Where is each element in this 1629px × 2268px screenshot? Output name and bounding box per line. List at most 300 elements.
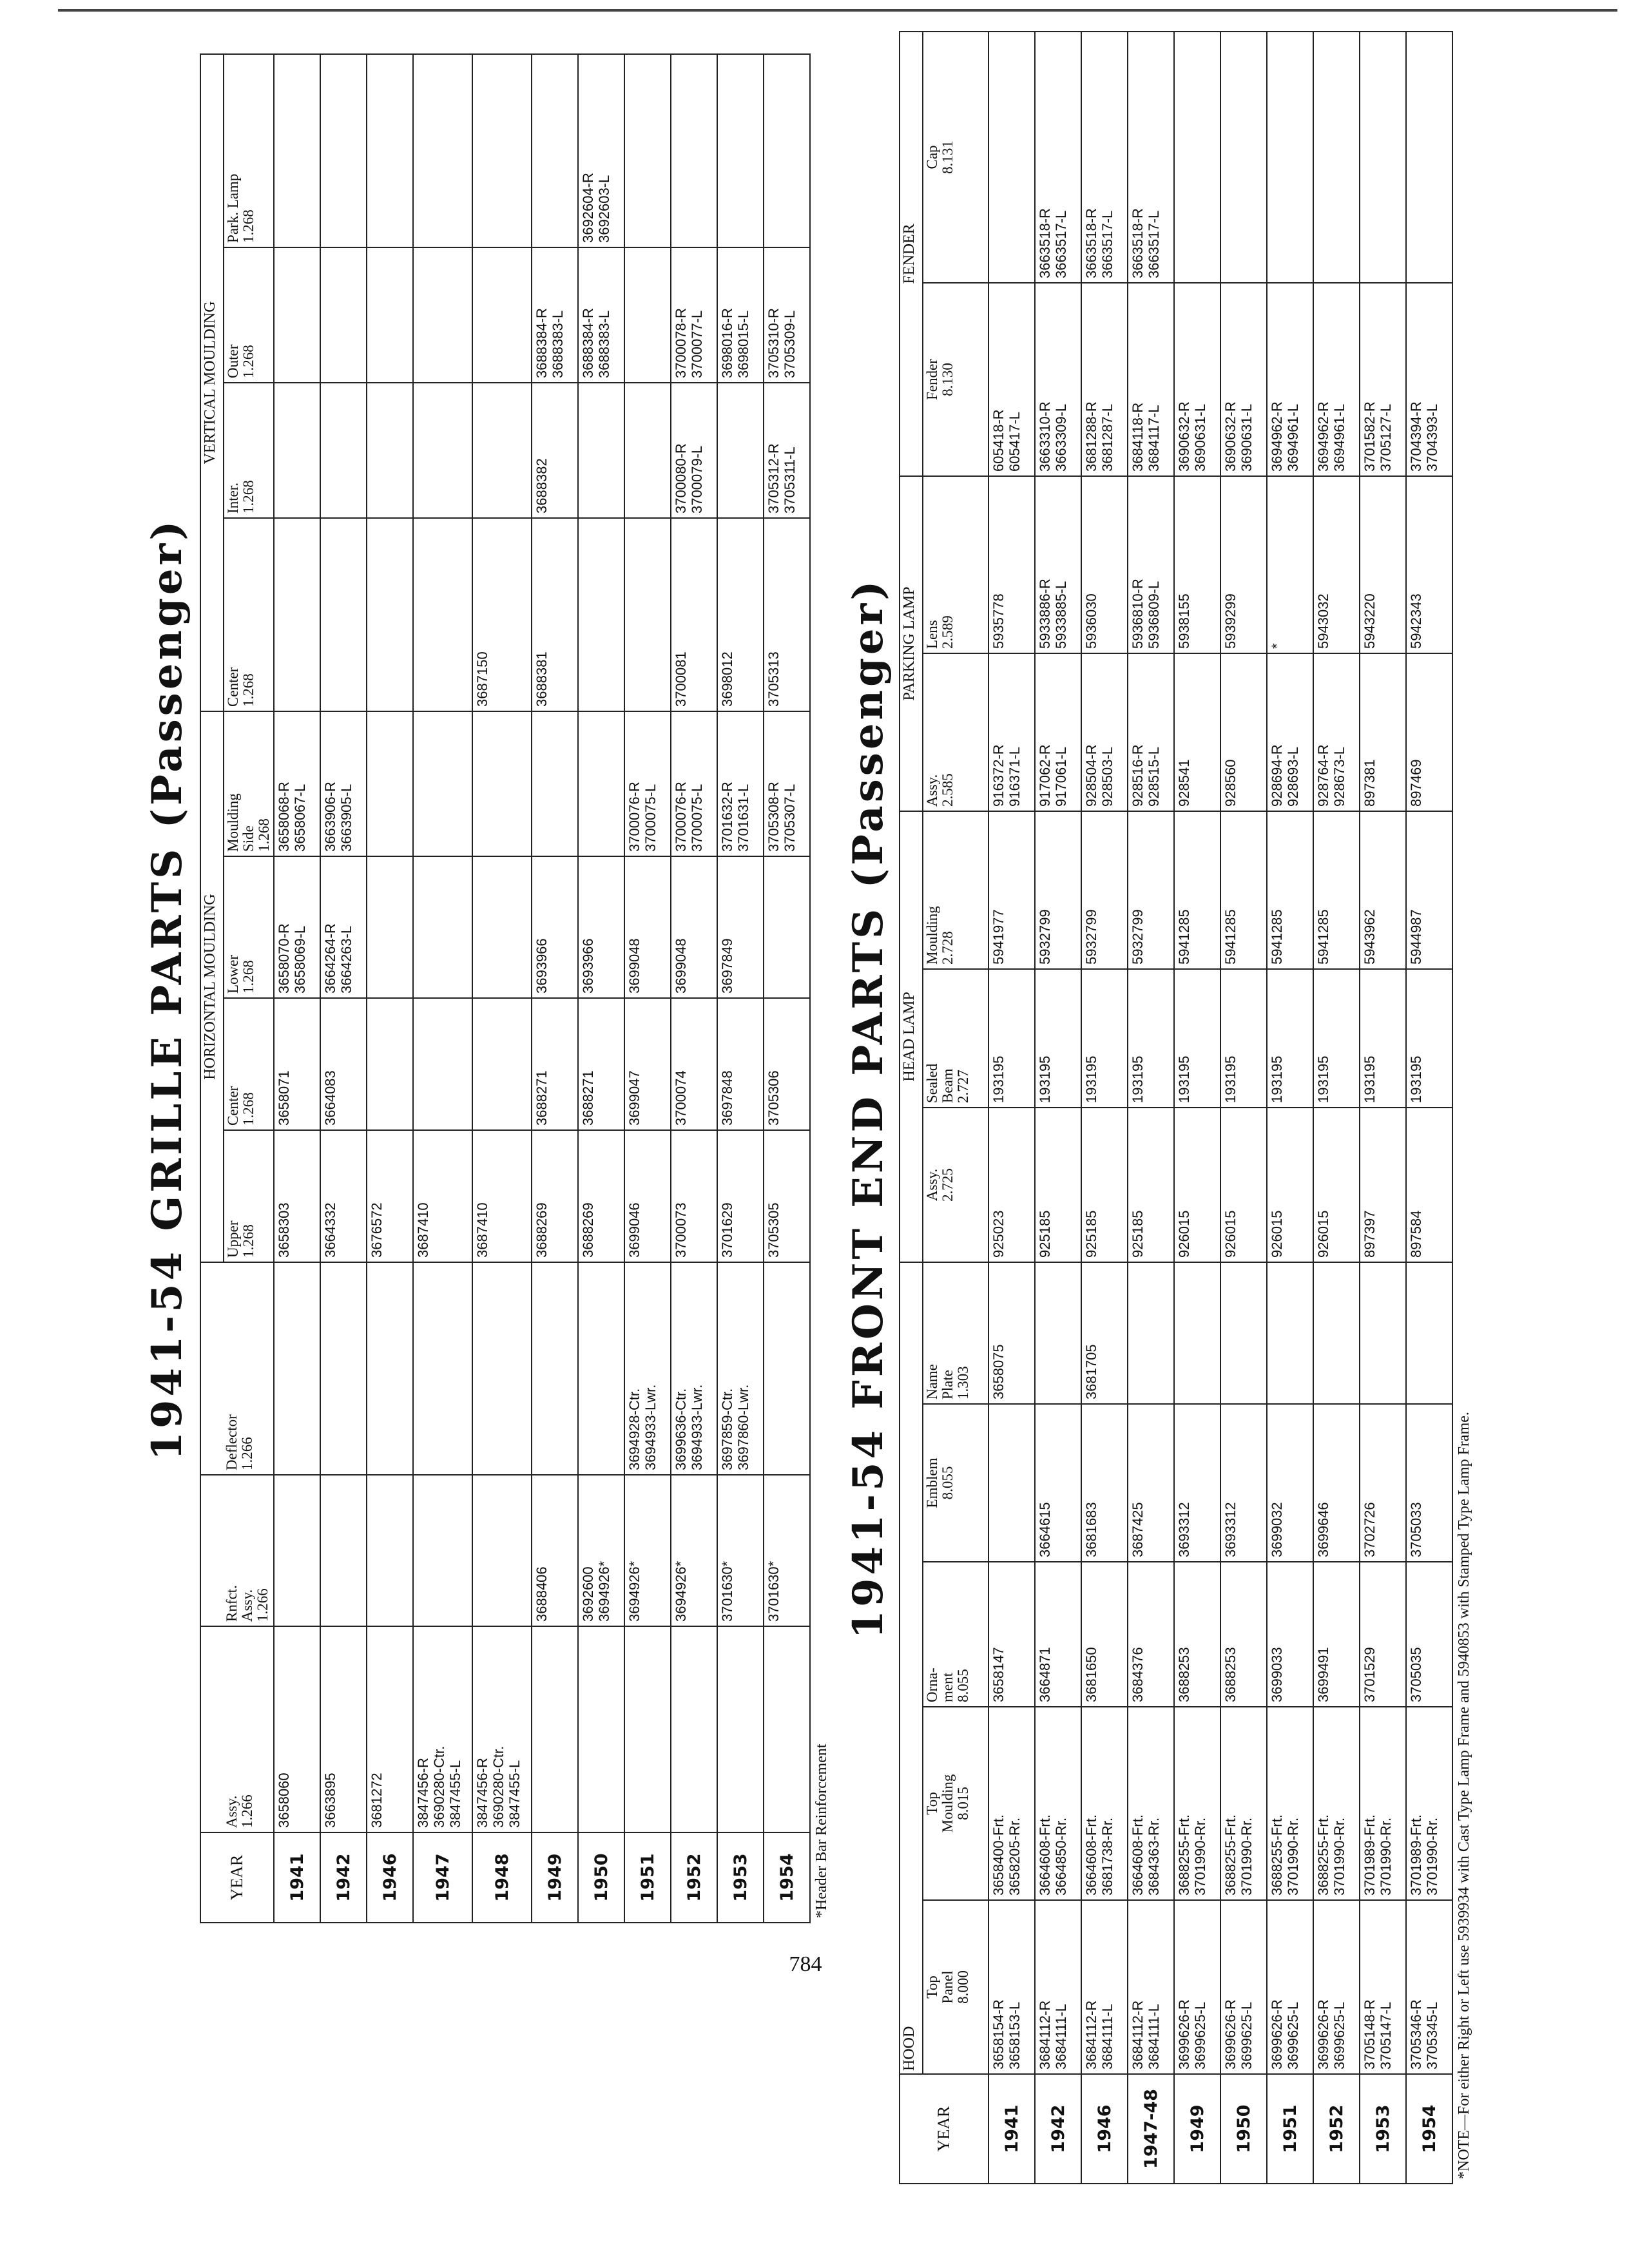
front-part-cell: 193195 bbox=[988, 969, 1035, 1108]
front-part-cell: 3663518-R 3663517-L bbox=[1081, 32, 1128, 283]
front-part-cell bbox=[1267, 1262, 1313, 1404]
grille-part-cell: 3688406 bbox=[532, 1475, 578, 1626]
front-part-cell: 3681683 bbox=[1081, 1404, 1128, 1562]
grille-col-header: Center 1.268 bbox=[224, 518, 274, 711]
front-part-cell: 3684112-R 3684111-L bbox=[1035, 1900, 1081, 2074]
grille-part-cell: 3664264-R 3664263-L bbox=[320, 856, 367, 998]
front-part-cell: 3684118-R 3684117-L bbox=[1128, 283, 1174, 476]
front-part-cell: 3684112-R 3684111-L bbox=[1081, 1900, 1128, 2074]
front-part-cell: 3699626-R 3699625-L bbox=[1267, 1900, 1313, 2074]
front-part-cell: 3693312 bbox=[1174, 1404, 1220, 1562]
front-table-row bbox=[1406, 32, 1452, 2184]
grille-year-cell: 1942 bbox=[320, 1832, 367, 1923]
grille-part-cell: 3705305 bbox=[764, 1130, 810, 1262]
parking-lamp-header: PARKING LAMP bbox=[900, 476, 923, 811]
front-part-cell bbox=[1220, 32, 1267, 283]
grille-year-cell: 1951 bbox=[624, 1832, 671, 1923]
grille-part-cell bbox=[320, 1262, 367, 1475]
front-part-cell: 3658147 bbox=[988, 1562, 1035, 1707]
front-part-cell: 3699646 bbox=[1313, 1404, 1360, 1562]
grille-col-header: Lower 1.268 bbox=[224, 856, 274, 998]
grille-part-cell: 3688382 bbox=[532, 383, 578, 518]
front-part-cell: 5932799 bbox=[1128, 811, 1174, 969]
grille-part-cell: 3847456-R 3690280-Ctr. 3847455-L bbox=[413, 1626, 472, 1832]
grille-part-cell bbox=[367, 856, 413, 998]
front-part-cell bbox=[1360, 32, 1406, 283]
grille-parts-panel bbox=[135, 55, 844, 1923]
grille-part-cell: 3700076-R 3700075-L bbox=[671, 711, 717, 856]
front-part-cell bbox=[1360, 1262, 1406, 1404]
front-col-header: Lens 2.589 bbox=[923, 476, 988, 653]
front-col-header: Moulding 2.728 bbox=[923, 811, 988, 969]
grille-part-cell bbox=[320, 247, 367, 383]
front-part-cell: 3688255-Frt. 3701990-Rr. bbox=[1313, 1707, 1360, 1900]
front-part-cell: 928504-R 928503-L bbox=[1081, 653, 1128, 811]
front-table-row bbox=[1035, 32, 1081, 2184]
grille-part-cell bbox=[578, 383, 624, 518]
front-part-cell: 3701582-R 3705127-L bbox=[1360, 283, 1406, 476]
grille-table-row bbox=[532, 54, 578, 1923]
grille-part-cell: 3693966 bbox=[578, 856, 624, 998]
grille-year-cell: 1954 bbox=[764, 1832, 810, 1923]
front-part-cell: 897469 bbox=[1406, 653, 1452, 811]
front-part-cell: 925185 bbox=[1035, 1108, 1081, 1262]
front-part-cell: 193195 bbox=[1035, 969, 1081, 1108]
front-year-cell: 1953 bbox=[1360, 2074, 1406, 2184]
grille-part-cell: 3700073 bbox=[671, 1130, 717, 1262]
grille-part-cell bbox=[413, 998, 472, 1130]
grille-part-cell: 3681272 bbox=[367, 1626, 413, 1832]
front-part-cell bbox=[1313, 32, 1360, 283]
front-part-cell bbox=[1313, 1262, 1360, 1404]
grille-part-cell bbox=[320, 518, 367, 711]
grille-part-cell bbox=[413, 518, 472, 711]
grille-part-cell bbox=[413, 856, 472, 998]
front-part-cell: 193195 bbox=[1406, 969, 1452, 1108]
front-table-row bbox=[1360, 32, 1406, 2184]
grille-part-cell bbox=[274, 247, 320, 383]
grille-part-cell: 3847456-R 3690280-Ctr. 3847455-L bbox=[472, 1626, 532, 1832]
front-table-row bbox=[1267, 32, 1313, 2184]
grille-part-cell bbox=[472, 383, 532, 518]
grille-part-cell: 3693966 bbox=[532, 856, 578, 998]
grille-part-cell: 3701630* bbox=[764, 1475, 810, 1626]
front-part-cell: 5939299 bbox=[1220, 476, 1267, 653]
front-table-row bbox=[988, 32, 1035, 2184]
front-part-cell bbox=[1220, 1262, 1267, 1404]
front-part-cell: 3699032 bbox=[1267, 1404, 1313, 1562]
front-part-cell: 193195 bbox=[1267, 969, 1313, 1108]
grille-part-cell: 3701632-R 3701631-L bbox=[717, 711, 764, 856]
front-part-cell: 3663518-R 3663517-L bbox=[1035, 32, 1081, 283]
front-part-cell bbox=[988, 32, 1035, 283]
grille-part-cell bbox=[472, 54, 532, 247]
front-part-cell: 928694-R 928693-L bbox=[1267, 653, 1313, 811]
front-year-cell: 1941 bbox=[988, 2074, 1035, 2184]
page-number: 784 bbox=[789, 1952, 822, 1976]
grille-part-cell bbox=[367, 998, 413, 1130]
grille-part-cell: 3705306 bbox=[764, 998, 810, 1130]
grille-part-cell: 3701630* bbox=[717, 1475, 764, 1626]
grille-part-cell bbox=[274, 518, 320, 711]
grille-part-cell bbox=[413, 1475, 472, 1626]
grille-part-cell: 3700080-R 3700079-L bbox=[671, 383, 717, 518]
grille-col-header: Center 1.268 bbox=[224, 998, 274, 1130]
grille-table-row bbox=[320, 54, 367, 1923]
grille-part-cell bbox=[274, 1262, 320, 1475]
grille-part-cell bbox=[320, 383, 367, 518]
front-year-cell: 1952 bbox=[1313, 2074, 1360, 2184]
grille-part-cell bbox=[472, 998, 532, 1130]
front-year-cell: 1947-48 bbox=[1128, 2074, 1174, 2184]
grille-part-cell bbox=[578, 1262, 624, 1475]
grille-table-row bbox=[367, 54, 413, 1923]
grille-part-cell: 3676572 bbox=[367, 1130, 413, 1262]
grille-part-cell: 3658060 bbox=[274, 1626, 320, 1832]
front-part-cell: 5944987 bbox=[1406, 811, 1452, 969]
front-part-cell: 3684112-R 3684111-L bbox=[1128, 1900, 1174, 2074]
grille-part-cell: 3700078-R 3700077-L bbox=[671, 247, 717, 383]
front-part-cell: 3690632-R 3690631-L bbox=[1220, 283, 1267, 476]
grille-parts-table bbox=[200, 53, 811, 1923]
grille-table-row bbox=[413, 54, 472, 1923]
front-part-cell bbox=[1174, 1262, 1220, 1404]
front-col-header: Top Panel 8.000 bbox=[923, 1900, 988, 2074]
front-part-cell: 3681705 bbox=[1081, 1262, 1128, 1404]
front-part-cell: 897381 bbox=[1360, 653, 1406, 811]
front-part-cell: 3699491 bbox=[1313, 1562, 1360, 1707]
front-part-cell: 5935778 bbox=[988, 476, 1035, 653]
grille-part-cell: 3699046 bbox=[624, 1130, 671, 1262]
front-part-cell: 193195 bbox=[1220, 969, 1267, 1108]
grille-part-cell: 3688381 bbox=[532, 518, 578, 711]
grille-part-cell bbox=[472, 1262, 532, 1475]
front-part-cell: 193195 bbox=[1174, 969, 1220, 1108]
front-part-cell: 3702726 bbox=[1360, 1404, 1406, 1562]
grille-col-header: Outer 1.268 bbox=[224, 247, 274, 383]
grille-part-cell: 3658068-R 3658067-L bbox=[274, 711, 320, 856]
grille-part-cell bbox=[717, 1626, 764, 1832]
front-part-cell: 3664608-Frt. 3684363-Rr. bbox=[1128, 1707, 1174, 1900]
front-part-cell: 3684376 bbox=[1128, 1562, 1174, 1707]
front-col-header: Name Plate 1.303 bbox=[923, 1262, 988, 1404]
front-part-cell: 193195 bbox=[1128, 969, 1174, 1108]
front-part-cell bbox=[1406, 1262, 1452, 1404]
grille-part-cell: 3697848 bbox=[717, 998, 764, 1130]
grille-col-header: Deflector 1.266 bbox=[200, 1262, 274, 1475]
front-end-table-body bbox=[988, 32, 1452, 2184]
grille-part-cell: 3705308-R 3705307-L bbox=[764, 711, 810, 856]
grille-part-cell bbox=[413, 247, 472, 383]
front-end-footnote: *NOTE—For either Right or Left use 5939934 with Cast Type Lamp Frame and 5940853 with Stamped Type Lamp Frame. bbox=[1456, 1412, 1472, 2179]
front-part-cell: 3694962-R 3694961-L bbox=[1267, 283, 1313, 476]
front-part-cell: 3681650 bbox=[1081, 1562, 1128, 1707]
grille-table-row bbox=[274, 54, 320, 1923]
front-part-cell: 5943962 bbox=[1360, 811, 1406, 969]
front-part-cell: 3690632-R 3690631-L bbox=[1174, 283, 1220, 476]
front-year-cell: 1942 bbox=[1035, 2074, 1081, 2184]
front-part-cell: 3664608-Frt. 3681738-Rr. bbox=[1081, 1707, 1128, 1900]
grille-part-cell: 3698016-R 3698015-L bbox=[717, 247, 764, 383]
front-table-row bbox=[1128, 32, 1174, 2184]
front-part-cell: 3688253 bbox=[1174, 1562, 1220, 1707]
grille-year-cell: 1953 bbox=[717, 1832, 764, 1923]
front-part-cell: 193195 bbox=[1360, 969, 1406, 1108]
front-part-cell: 3705148-R 3705147-L bbox=[1360, 1900, 1406, 2074]
front-part-cell: 5941977 bbox=[988, 811, 1035, 969]
front-part-cell: 3694962-R 3694961-L bbox=[1313, 283, 1360, 476]
grille-footnote: *Header Bar Reinforcement bbox=[813, 1744, 830, 1918]
grille-part-cell bbox=[367, 54, 413, 247]
front-part-cell: 3705035 bbox=[1406, 1562, 1452, 1707]
front-part-cell: 3658075 bbox=[988, 1262, 1035, 1404]
front-col-header: Assy. 2.585 bbox=[923, 653, 988, 811]
grille-part-cell bbox=[413, 711, 472, 856]
front-part-cell: 3701989-Frt. 3701990-Rr. bbox=[1406, 1707, 1452, 1900]
grille-col-header: Assy. 1.266 bbox=[200, 1626, 274, 1832]
grille-part-cell: 3688384-R 3688383-L bbox=[532, 247, 578, 383]
front-part-cell: 3658400-Frt. 3658205-Rr. bbox=[988, 1707, 1035, 1900]
grille-part-cell: 3658303 bbox=[274, 1130, 320, 1262]
front-part-cell: 3699033 bbox=[1267, 1562, 1313, 1707]
front-part-cell: 925185 bbox=[1128, 1108, 1174, 1262]
grille-part-cell: 3692604-R 3692603-L bbox=[578, 54, 624, 247]
front-part-cell: 926015 bbox=[1174, 1108, 1220, 1262]
grille-part-cell: 3705310-R 3705309-L bbox=[764, 247, 810, 383]
front-part-cell: 3699626-R 3699625-L bbox=[1220, 1900, 1267, 2074]
front-part-cell: 917062-R 917061-L bbox=[1035, 653, 1081, 811]
front-part-cell bbox=[1035, 1262, 1081, 1404]
grille-part-cell: 3705313 bbox=[764, 518, 810, 711]
grille-table-body bbox=[274, 54, 810, 1923]
grille-part-cell: 3694926* bbox=[624, 1475, 671, 1626]
front-part-cell: 5932799 bbox=[1081, 811, 1128, 969]
front-year-cell: 1949 bbox=[1174, 2074, 1220, 2184]
grille-part-cell bbox=[532, 1626, 578, 1832]
front-col-header: YEAR bbox=[900, 2074, 988, 2184]
grille-part-cell: 3688271 bbox=[578, 998, 624, 1130]
grille-year-cell: 1952 bbox=[671, 1832, 717, 1923]
front-col-header: Sealed Beam 2.727 bbox=[923, 969, 988, 1108]
grille-part-cell bbox=[472, 1475, 532, 1626]
front-part-cell: 916372-R 916371-L bbox=[988, 653, 1035, 811]
grille-part-cell bbox=[367, 711, 413, 856]
front-part-cell bbox=[988, 1404, 1035, 1562]
grille-year-cell: 1950 bbox=[578, 1832, 624, 1923]
front-part-cell: 3699626-R 3699625-L bbox=[1313, 1900, 1360, 2074]
front-part-cell: 5938155 bbox=[1174, 476, 1220, 653]
front-part-cell: 3699626-R 3699625-L bbox=[1174, 1900, 1220, 2074]
front-table-row bbox=[1220, 32, 1267, 2184]
grille-part-cell: 3663906-R 3663905-L bbox=[320, 711, 367, 856]
fender-header: FENDER bbox=[900, 32, 923, 476]
grille-table-row bbox=[578, 54, 624, 1923]
grille-part-cell: 3688269 bbox=[578, 1130, 624, 1262]
grille-part-cell: 3701629 bbox=[717, 1130, 764, 1262]
front-part-cell bbox=[1174, 32, 1220, 283]
grille-col-header: Moulding Side 1.268 bbox=[224, 711, 274, 856]
front-part-cell: 3705033 bbox=[1406, 1404, 1452, 1562]
front-part-cell: 605418-R 605417-L bbox=[988, 283, 1035, 476]
front-table-row bbox=[1081, 32, 1128, 2184]
grille-part-cell: 3663895 bbox=[320, 1626, 367, 1832]
grille-title: 1941-54 GRILLE PARTS (Passenger) bbox=[143, 517, 191, 1461]
vertical-moulding-header: VERTICAL MOULDING bbox=[200, 54, 224, 711]
grille-part-cell bbox=[717, 383, 764, 518]
grille-part-cell: 3699048 bbox=[671, 856, 717, 998]
grille-year-cell: 1946 bbox=[367, 1832, 413, 1923]
head-lamp-header: HEAD LAMP bbox=[900, 811, 923, 1262]
grille-table-row bbox=[624, 54, 671, 1923]
grille-part-cell bbox=[624, 383, 671, 518]
front-group-header-row bbox=[900, 32, 923, 2184]
front-part-cell bbox=[1128, 1262, 1174, 1404]
front-part-cell: 3688255-Frt. 3701990-Rr. bbox=[1220, 1707, 1267, 1900]
front-part-cell: * bbox=[1267, 476, 1313, 653]
front-year-cell: 1954 bbox=[1406, 2074, 1452, 2184]
front-part-cell: 928560 bbox=[1220, 653, 1267, 811]
grille-table-row bbox=[671, 54, 717, 1923]
front-part-cell: 3663310-R 3663309-L bbox=[1035, 283, 1081, 476]
front-part-cell: 5943032 bbox=[1313, 476, 1360, 653]
grille-part-cell: 3697849 bbox=[717, 856, 764, 998]
grille-part-cell bbox=[578, 518, 624, 711]
front-part-cell: 928541 bbox=[1174, 653, 1220, 811]
grille-part-cell bbox=[624, 1626, 671, 1832]
front-part-cell: 3663518-R 3663517-L bbox=[1128, 32, 1174, 283]
grille-part-cell: 3699048 bbox=[624, 856, 671, 998]
grille-part-cell bbox=[764, 54, 810, 247]
grille-year-cell: 1948 bbox=[472, 1832, 532, 1923]
grille-part-cell: 3694928-Ctr. 3694933-Lwr. bbox=[624, 1262, 671, 1475]
grille-part-cell: 3700074 bbox=[671, 998, 717, 1130]
grille-part-cell: 3694926* bbox=[671, 1475, 717, 1626]
front-end-parts-table bbox=[899, 31, 1453, 2184]
front-part-cell: 193195 bbox=[1081, 969, 1128, 1108]
front-part-cell: 5941285 bbox=[1220, 811, 1267, 969]
front-col-header: Cap 8.131 bbox=[923, 32, 988, 283]
front-year-cell: 1950 bbox=[1220, 2074, 1267, 2184]
front-table-row bbox=[1313, 32, 1360, 2184]
front-col-header: Orna- ment 8.055 bbox=[923, 1562, 988, 1707]
front-part-cell: 3664871 bbox=[1035, 1562, 1081, 1707]
front-part-cell: 897397 bbox=[1360, 1108, 1406, 1262]
front-part-cell: 5932799 bbox=[1035, 811, 1081, 969]
front-part-cell: 3664615 bbox=[1035, 1404, 1081, 1562]
grille-part-cell bbox=[624, 54, 671, 247]
grille-part-cell: 3664083 bbox=[320, 998, 367, 1130]
grille-part-cell: 3658070-R 3658069-L bbox=[274, 856, 320, 998]
grille-part-cell bbox=[413, 54, 472, 247]
grille-part-cell bbox=[367, 1262, 413, 1475]
grille-part-cell bbox=[578, 1626, 624, 1832]
front-part-cell: 5933886-R 5933885-L bbox=[1035, 476, 1081, 653]
front-part-cell: 5936030 bbox=[1081, 476, 1128, 653]
front-part-cell: 3664608-Frt. 3664850-Rr. bbox=[1035, 1707, 1081, 1900]
front-part-cell: 5941285 bbox=[1313, 811, 1360, 969]
front-col-header: Assy. 2.725 bbox=[923, 1108, 988, 1262]
front-part-cell: 926015 bbox=[1267, 1108, 1313, 1262]
grille-part-cell bbox=[671, 1626, 717, 1832]
grille-part-cell bbox=[367, 1475, 413, 1626]
front-part-cell: 5936810-R 5936809-L bbox=[1128, 476, 1174, 653]
front-part-cell: 3705346-R 3705345-L bbox=[1406, 1900, 1452, 2074]
grille-part-cell bbox=[671, 54, 717, 247]
grille-part-cell: 3699636-Ctr. 3694933-Lwr. bbox=[671, 1262, 717, 1475]
front-part-cell: 3688255-Frt. 3701990-Rr. bbox=[1174, 1707, 1220, 1900]
grille-part-cell bbox=[472, 247, 532, 383]
grille-part-cell bbox=[472, 711, 532, 856]
front-part-cell: 925185 bbox=[1081, 1108, 1128, 1262]
grille-part-cell bbox=[367, 247, 413, 383]
grille-col-header: Rnfct. Assy. 1.266 bbox=[200, 1475, 274, 1626]
front-part-cell: 3687425 bbox=[1128, 1404, 1174, 1562]
front-part-cell: 3688255-Frt. 3701990-Rr. bbox=[1267, 1707, 1313, 1900]
grille-part-cell bbox=[717, 54, 764, 247]
grille-part-cell bbox=[320, 54, 367, 247]
grille-part-cell: 3705312-R 3705311-L bbox=[764, 383, 810, 518]
grille-part-cell: 3688271 bbox=[532, 998, 578, 1130]
grille-part-cell: 3700081 bbox=[671, 518, 717, 711]
front-part-cell: 926015 bbox=[1220, 1108, 1267, 1262]
grille-part-cell bbox=[472, 856, 532, 998]
front-part-cell: 3688253 bbox=[1220, 1562, 1267, 1707]
grille-part-cell bbox=[764, 1626, 810, 1832]
grille-part-cell: 3700076-R 3700075-L bbox=[624, 711, 671, 856]
horizontal-moulding-header: HORIZONTAL MOULDING bbox=[200, 711, 224, 1262]
front-part-cell bbox=[1406, 32, 1452, 283]
front-part-cell: 5941285 bbox=[1267, 811, 1313, 969]
grille-part-cell: 3698012 bbox=[717, 518, 764, 711]
grille-part-cell: 3697859-Ctr. 3697860-Lwr. bbox=[717, 1262, 764, 1475]
grille-part-cell bbox=[413, 1262, 472, 1475]
front-part-cell: 5941285 bbox=[1174, 811, 1220, 969]
front-part-cell: 3701989-Frt. 3701990-Rr. bbox=[1360, 1707, 1406, 1900]
front-year-cell: 1946 bbox=[1081, 2074, 1128, 2184]
grille-table-row bbox=[717, 54, 764, 1923]
grille-part-cell bbox=[532, 711, 578, 856]
front-column-header-row bbox=[923, 32, 988, 2184]
grille-part-cell: 3688269 bbox=[532, 1130, 578, 1262]
front-col-header: Top Moulding 8.015 bbox=[923, 1707, 988, 1900]
front-end-title: 1941-54 FRONT END PARTS (Passenger) bbox=[844, 577, 892, 1639]
grille-part-cell: 3687150 bbox=[472, 518, 532, 711]
grille-part-cell bbox=[624, 247, 671, 383]
front-part-cell bbox=[1267, 32, 1313, 283]
front-col-header: Emblem 8.055 bbox=[923, 1404, 988, 1562]
grille-part-cell bbox=[367, 383, 413, 518]
grille-part-cell: 3688384-R 3688383-L bbox=[578, 247, 624, 383]
grille-part-cell bbox=[578, 711, 624, 856]
front-part-cell: 3701529 bbox=[1360, 1562, 1406, 1707]
grille-col-header: Upper 1.268 bbox=[224, 1130, 274, 1262]
front-part-cell: 928764-R 928673-L bbox=[1313, 653, 1360, 811]
front-part-cell: 5943220 bbox=[1360, 476, 1406, 653]
grille-part-cell: 3664332 bbox=[320, 1130, 367, 1262]
grille-col-header: Inter. 1.268 bbox=[224, 383, 274, 518]
grille-part-cell: 3687410 bbox=[472, 1130, 532, 1262]
grille-year-cell: 1947 bbox=[413, 1832, 472, 1923]
grille-part-cell bbox=[274, 383, 320, 518]
grille-table-row bbox=[764, 54, 810, 1923]
grille-part-cell bbox=[764, 1262, 810, 1475]
front-part-cell: 3681288-R 3681287-L bbox=[1081, 283, 1128, 476]
grille-table-row bbox=[472, 54, 532, 1923]
grille-part-cell bbox=[274, 1475, 320, 1626]
front-part-cell: 193195 bbox=[1313, 969, 1360, 1108]
front-part-cell: 3658154-R 3658153-L bbox=[988, 1900, 1035, 2074]
grille-part-cell: 3658071 bbox=[274, 998, 320, 1130]
